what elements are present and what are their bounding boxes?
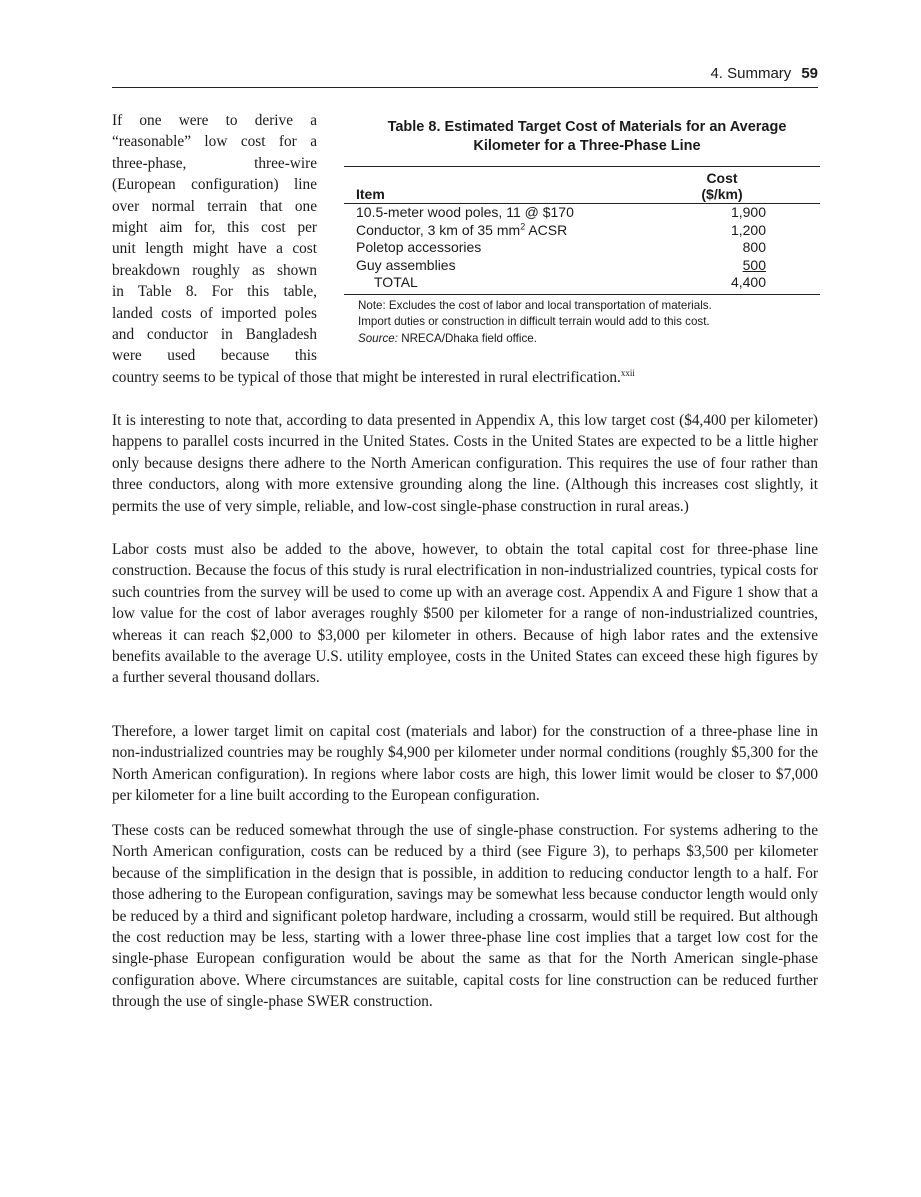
endnote-ref[interactable]: xxii — [620, 367, 635, 378]
note-line: Import duties or construction in difficult terrain would add to this cost. — [358, 315, 710, 328]
row-cost: 1,900 — [730, 204, 766, 220]
intro-line: and conductor in Bangladesh — [112, 326, 317, 344]
intro-line: were used because this — [112, 347, 317, 365]
table-row — [344, 204, 820, 222]
note-line: Note: Excludes the cost of labor and local transportation of materials. — [358, 298, 712, 312]
paragraph: It is interesting to note that, according to data presented in Appendix A, this low target cost ($4,400 per kilometer) happens to parallel costs incurred in the United States. Costs in the United States are expected to be a little higher only because designs there adhere to the North American configuration. This requires the use of four rather than three conductors, along with more extensive grounding along the line. (Although this increases cost slightly, it permits the use of very simple, reliable, and low-cost single-phase construction in rural areas.) — [112, 412, 818, 515]
page-header — [112, 60, 818, 88]
table-header — [344, 166, 820, 204]
row-item: Guy assemblies — [356, 256, 456, 273]
intro-line: might aim for, this cost per — [112, 219, 317, 237]
continuation-text: country seems to be typical of those that might be interested in rural electrification. — [112, 369, 621, 386]
col-cost-unit: ($/km) — [701, 186, 743, 202]
paragraph: Therefore, a lower target limit on capital cost (materials and labor) for the construction of a three-phase line in non-industrialized countries may be roughly $4,900 per kilometer under normal conditions (roughly $5,300 for the North American configuration). In regions where labor costs are high, this lower limit would be closer to $7,000 per kilometer for a line built according to the European configuration. — [112, 723, 818, 805]
paragraph: These costs can be reduced somewhat through the use of single-phase construction. For systems adhering to the North American configuration, costs can be reduced by a third (see Figure 3), to perhaps $3,500 per kilometer because of the simplification in the design that is possible, in addition to reducing conductor length to a half. For those adhering to the European configuration, savings may be somewhat less because conductor length would only be reduced by a third and significant poletop hardware, including a crossarm, would still be required. But although the cost reduction may be less, starting with a lower three-phase line cost implies that a target low cost for the single-phase European configuration would be about the same as that for the North American single-phase configuration above. Where circumstances are suitable, capital costs for line construction can be reduced further through the use of single-phase SWER construction. — [112, 822, 818, 1011]
intro-line: If one were to derive a — [112, 112, 317, 129]
row-cost: 500 — [742, 256, 766, 273]
paragraph: Labor costs must also be added to the above, however, to obtain the total capital cost for three-phase line construction. Because the focus of this study is rural electrification in non-industrialized countries, typical costs for such countries from the survey will be used to come up with an average cost. Appendix A and Figure 1 show that a low value for the cost of labor averages roughly $500 per kilometer for a range of non-industrialized countries, whereas it can reach $2,000 to $3,000 per kilometer in others. Because of high labor rates and the extensive benefits available to the average U.S. utility employee, costs in the United States can exceed these high figures by a further several thousand dollars. — [112, 541, 818, 687]
intro-line: unit length might have a cost — [112, 240, 317, 258]
intro-line: landed costs of imported poles — [112, 304, 317, 322]
intro-line: in Table 8. For this table, — [112, 283, 317, 301]
section-title: 4. Summary — [710, 65, 792, 82]
intro-continuation — [112, 367, 818, 388]
caption-line: Table 8. Estimated Target Cost of Materials for an Average — [387, 119, 787, 135]
row-item: 10.5-meter wood poles, 11 @ $170 — [356, 204, 574, 220]
row-item: Conductor, 3 km of 35 $mm^2$ ACSR — [356, 220, 568, 238]
intro-line: over normal terrain that one — [112, 197, 317, 215]
col-cost-header — [672, 170, 820, 202]
table-row — [344, 239, 820, 257]
intro-line: three-phase, three-wire — [112, 154, 317, 172]
table-caption — [354, 118, 820, 156]
row-item: Poletop accessories — [356, 239, 482, 255]
col-item-header: Item — [356, 186, 385, 202]
table-total-row — [344, 274, 820, 292]
intro-line: breakdown roughly as shown — [112, 261, 317, 279]
row-cost: 1,200 — [730, 221, 766, 238]
row-cost: 800 — [742, 239, 766, 255]
table-row — [344, 257, 820, 275]
intro-line: “reasonable” low cost for a — [112, 133, 317, 151]
caption-line: Kilometer for a Three-Phase Line — [473, 138, 701, 154]
intro-column — [112, 110, 317, 367]
page-number: 59 — [801, 65, 818, 82]
total-label: TOTAL — [374, 274, 418, 290]
intro-line: (European configuration) line — [112, 176, 317, 194]
total-value: 4,400 — [730, 274, 766, 290]
table-note — [344, 294, 820, 348]
table-row — [344, 222, 820, 240]
table-8 — [344, 118, 820, 347]
source-line: Source: NRECA/Dhaka field office. — [358, 331, 537, 345]
col-cost-title: Cost — [706, 170, 738, 186]
